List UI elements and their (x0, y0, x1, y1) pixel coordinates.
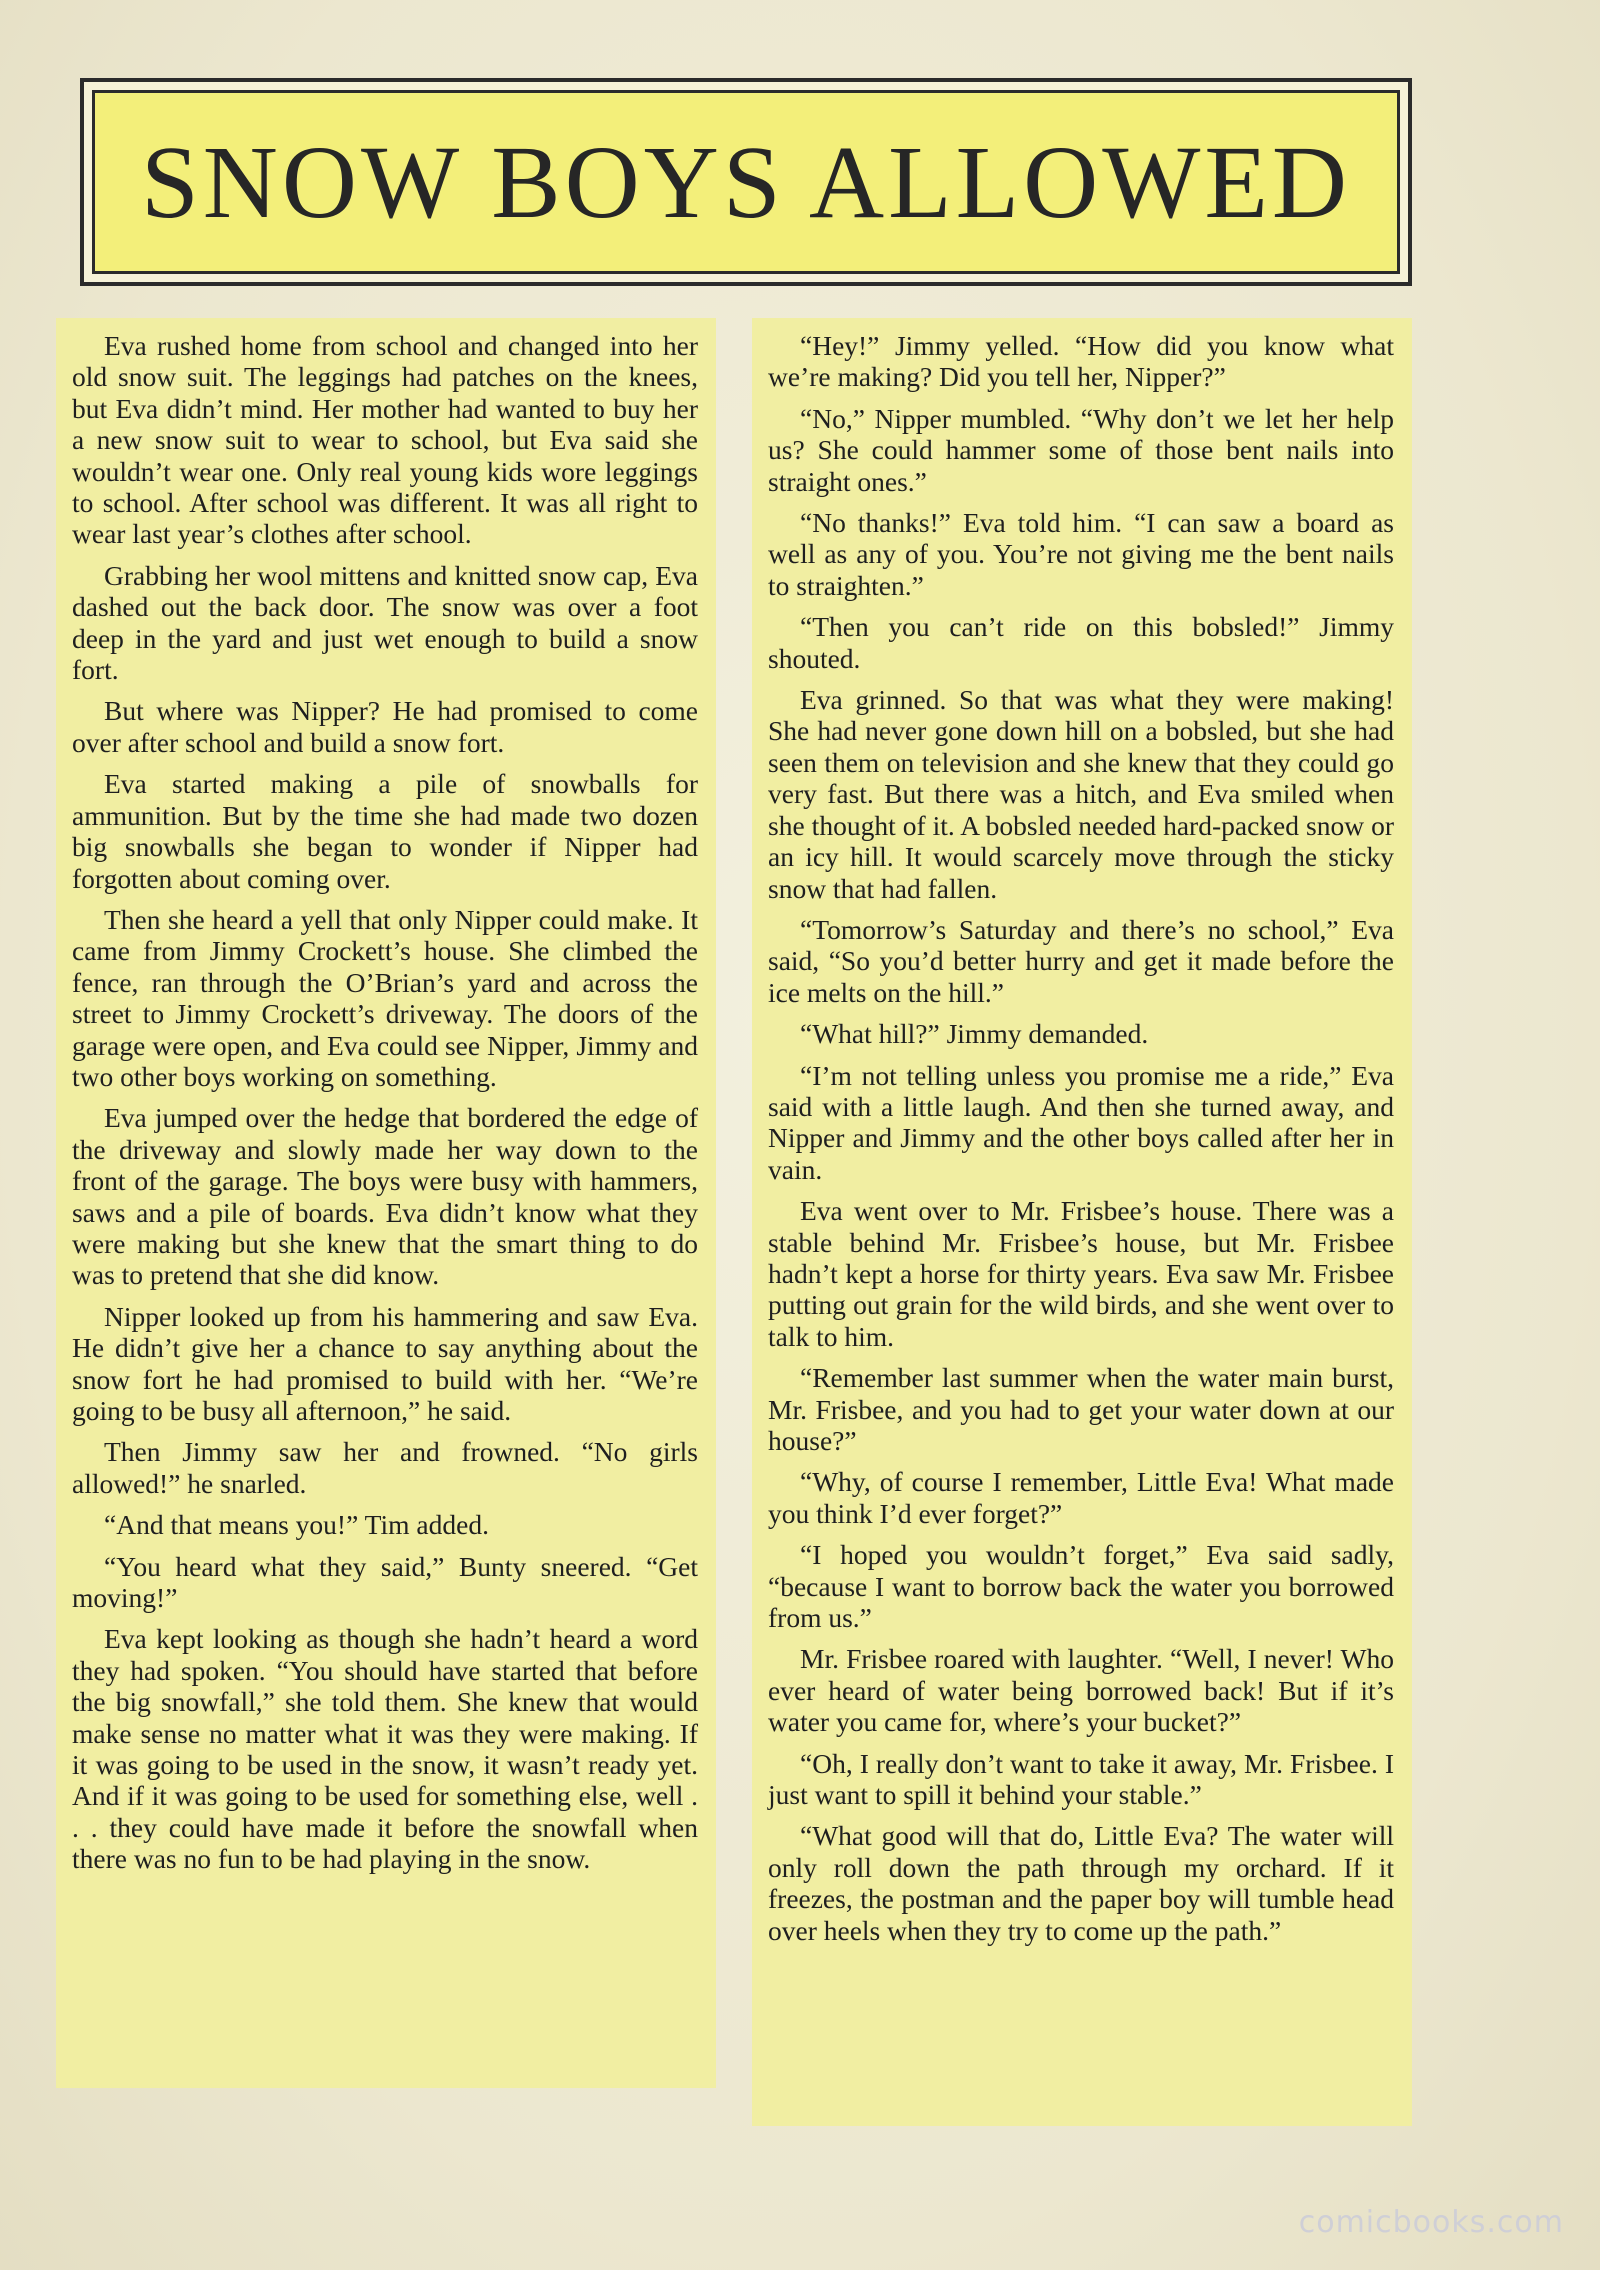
paragraph: “I hoped you wouldn’t forget,” Eva said sadly, “because I want to borrow back the water you borrowed from us.” (768, 1539, 1394, 1634)
title-frame (80, 78, 1412, 286)
paragraph: Eva jumped over the hedge that bordered the edge of the driveway and slowly made her way down to the front of the garage. The boys were busy with hammers, saws and a pile of boards. Eva didn’t know what they were making but she knew that the smart thing to do was to pretend that she did know. (72, 1102, 698, 1291)
story-title: SNOW BOYS ALLOWED (140, 124, 1352, 240)
paragraph: “Oh, I really don’t want to take it away, Mr. Frisbee. I just want to spill it behind your stable.” (768, 1747, 1394, 1811)
paragraph: Eva kept looking as though she hadn’t heard a word they had spoken. “You should have started that before the big snowfall,” she told them. She knew that would make sense no matter what it was they were making. If it was going to be used in the snow, it wasn’t ready yet. And if it was going to be used for something else, well . . . they could have made it before the snowfall when there was no fun to be had playing in the snow. (72, 1623, 698, 1875)
paragraph: “What good will that do, Little Eva? The water will only roll down the path through my orchard. If it freezes, the postman and the paper boy will tumble head over heels when they try to come up the path.” (768, 1820, 1394, 1946)
paragraph: “What hill?” Jimmy demanded. (800, 1018, 1149, 1050)
left-column (56, 318, 716, 2088)
paragraph: Nipper looked up from his hammering and saw Eva. He didn’t give her a chance to say anything about the snow fort he had promised to build with her. “We’re going to be busy all afternoon,” he said. (72, 1300, 698, 1426)
paragraph: “Tomorrow’s Saturday and there’s no school,” Eva said, “So you’d better hurry and get it made before the ice melts on the hill.” (768, 913, 1394, 1008)
paragraph: “Remember last summer when the water main burst, Mr. Frisbee, and you had to get your water down at our house?” (768, 1362, 1394, 1456)
paragraph: “Why, of course I remember, Little Eva! What made you think I’d ever forget?” (768, 1466, 1394, 1529)
paragraph: “Hey!” Jimmy yelled. “How did you know what we’re making? Did you tell her, Nipper?” (768, 330, 1394, 393)
paragraph: Then she heard a yell that only Nipper could make. It came from Jimmy Crockett’s house. She climbed the fence, ran through the O’Brian’s yard and across the street to Jimmy Crockett’s driveway. The doors of the garage were open, and Eva could see Nipper, Jimmy and two other boys working on something. (72, 903, 698, 1092)
paragraph: But where was Nipper? He had promised to come over after school and build a snow fort. (72, 695, 698, 758)
paragraph: Eva went over to Mr. Frisbee’s house. There was a stable behind Mr. Frisbee’s house, but Mr. Frisbee hadn’t kept a horse for thirty years. Eva saw Mr. Frisbee putting out grain for the wild birds, and she went over to talk to him. (768, 1195, 1394, 1352)
paragraph: Mr. Frisbee roared with laughter. “Well, I never! Who ever heard of water being borrowed back! But if it’s water you came for, where’s your bucket?” (768, 1643, 1394, 1738)
paragraph: Then Jimmy saw her and frowned. “No girls allowed!” he snarled. (72, 1436, 698, 1499)
paragraph: Eva grinned. So that was what they were making! She had never gone down hill on a bobsled, but she had seen them on television and she knew that they could go very fast. But there was a hitch, and Eva smiled when she thought of it. A bobsled needed hard-packed snow or an icy hill. It would scarcely move through the sticky snow that had fallen. (768, 684, 1394, 904)
title-banner (92, 90, 1400, 274)
paragraph: “No thanks!” Eva told him. “I can saw a board as well as any of you. You’re not giving me the bent nails to straighten.” (768, 507, 1394, 601)
paragraph: “You heard what they said,” Bunty sneered. “Get moving!” (72, 1550, 698, 1614)
paragraph: Eva started making a pile of snowballs for ammunition. But by the time she had made two dozen big snowballs she began to wonder if Nipper had forgotten about coming over. (72, 768, 698, 894)
right-column (752, 318, 1412, 2126)
watermark: comicbooks.com (1298, 2205, 1564, 2240)
paragraph: “I’m not telling unless you promise me a ride,” Eva said with a little laugh. And then she turned away, and Nipper and Jimmy and the other boys called after her in vain. (768, 1059, 1394, 1185)
paragraph: “No,” Nipper mumbled. “Why don’t we let her help us? She could hammer some of those bent nails into straight ones.” (768, 402, 1394, 497)
paragraph: “Then you can’t ride on this bobsled!” Jimmy shouted. (768, 611, 1394, 674)
paragraph: “And that means you!” Tim added. (104, 1509, 489, 1541)
paragraph: Grabbing her wool mittens and knitted snow cap, Eva dashed out the back door. The snow was over a foot deep in the yard and just wet enough to build a snow fort. (72, 559, 698, 686)
paragraph: Eva rushed home from school and changed into her old snow suit. The leggings had patches on the knees, but Eva didn’t mind. Her mother had wanted to buy her a new snow suit to wear to school, but Eva said she wouldn’t wear one. Only real young kids wore leggings to school. After school was different. It was all right to wear last year’s clothes after school. (72, 330, 698, 550)
